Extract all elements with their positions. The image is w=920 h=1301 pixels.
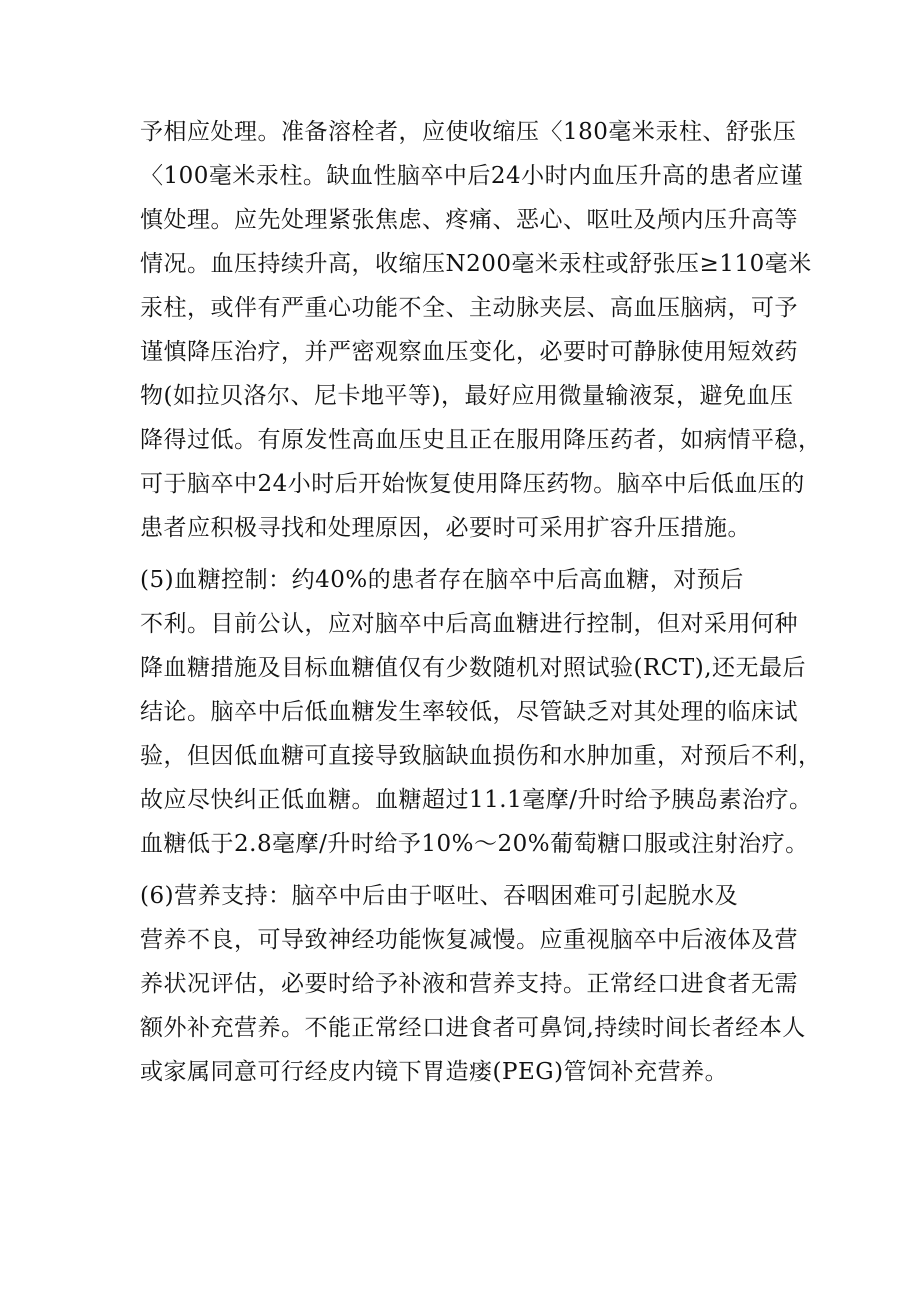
text-line: 降血糖措施及目标血糖值仅有少数随机对照试验(RCT),还无最后 — [140, 655, 807, 681]
text-line: (6)营养支持：脑卒中后由于呕吐、吞咽困难可引起脱水及 — [140, 883, 739, 909]
text-line: 结论。脑卒中后低血糖发生率较低，尽管缺乏对其处理的临床试 — [140, 699, 798, 725]
text-line: 营养不良，可导致神经功能恢复减慢。应重视脑卒中后液体及营 — [140, 927, 798, 953]
text-line: (5)血糖控制：约40%的患者存在脑卒中后高血糖，对预后 — [140, 567, 744, 593]
document-body — [140, 110, 822, 1094]
text-line: 降得过低。有原发性高血压史且正在服用降压药者，如病情平稳， — [140, 427, 822, 453]
text-line: 或家属同意可行经皮内镜下胃造瘘(PEG)管饲补充营养。 — [140, 1059, 729, 1085]
text-line: 额外补充营养。不能正常经口进食者可鼻饲,持续时间长者经本人 — [140, 1015, 806, 1041]
text-line: 不利。目前公认，应对脑卒中后高血糖进行控制，但对采用何种 — [140, 611, 798, 637]
text-line: 故应尽快纠正低血糖。血糖超过11.1毫摩/升时给予胰岛素治疗。 — [140, 787, 813, 813]
paragraph-nutrition — [140, 874, 806, 1094]
paragraph-blood-pressure — [140, 110, 822, 550]
text-line: 患者应积极寻找和处理原因，必要时可采用扩容升压措施。 — [140, 515, 751, 541]
paragraph-blood-glucose — [140, 558, 822, 866]
text-line: 情况。血压持续升高，收缩压N200毫米汞柱或舒张压≥110毫米 — [140, 251, 812, 277]
text-line: 慎处理。应先处理紧张焦虑、疼痛、恶心、呕吐及颅内压升高等 — [140, 207, 798, 233]
paragraph-gap — [140, 550, 800, 558]
text-line: 可于脑卒中24小时后开始恢复使用降压药物。脑卒中后低血压的 — [140, 471, 805, 497]
text-line: 予相应处理。准备溶栓者，应使收缩压〈180毫米汞柱、舒张压 — [140, 119, 797, 145]
text-line: 〈100毫米汞柱。缺血性脑卒中后24小时内血压升高的患者应谨 — [140, 163, 804, 189]
text-line: 养状况评估，必要时给予补液和营养支持。正常经口进食者无需 — [140, 971, 798, 997]
text-line: 汞柱，或伴有严重心功能不全、主动脉夹层、高血压脑病，可予 — [140, 295, 798, 321]
text-line: 血糖低于2.8毫摩/升时给予10%〜20%葡萄糖口服或注射治疗。 — [140, 831, 809, 857]
text-line: 物(如拉贝洛尔、尼卡地平等)，最好应用微量输液泵，避免血压 — [140, 383, 794, 409]
paragraph-gap — [140, 866, 800, 874]
text-line: 验，但因低血糖可直接导致脑缺血损伤和水肿加重，对预后不利， — [140, 743, 822, 769]
text-line: 谨慎降压治疗，并严密观察血压变化，必要时可静脉使用短效药 — [140, 339, 798, 365]
